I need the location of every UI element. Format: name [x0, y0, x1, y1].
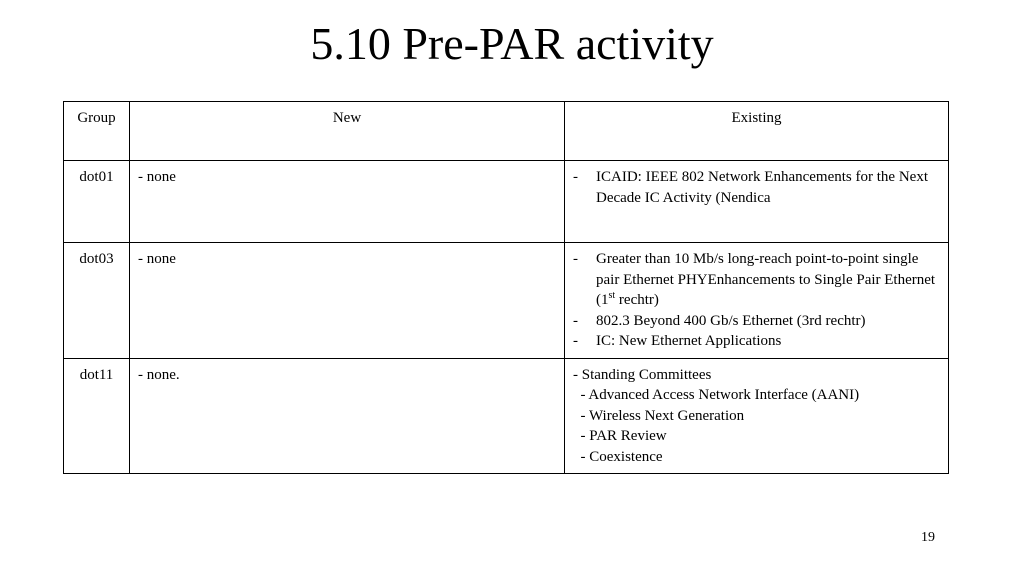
- table-header-row: [64, 102, 949, 161]
- list-item: - PAR Review: [573, 428, 667, 444]
- dash-marker: -: [573, 251, 578, 267]
- header-new: New: [130, 102, 565, 161]
- list-item: [573, 249, 940, 311]
- list-item-text: [596, 249, 940, 311]
- list-item: [573, 331, 940, 352]
- dash-marker: -: [573, 333, 578, 349]
- existing-cell: [565, 358, 949, 474]
- group-cell: dot01: [64, 161, 130, 243]
- ordinal-suffix: st: [608, 290, 616, 301]
- list-item-text: ICAID: IEEE 802 Network Enhancements for the Next Decade IC Activity (Nendica: [596, 169, 928, 206]
- table-row: [64, 161, 949, 243]
- list-item-text-after: rechtr): [615, 292, 659, 308]
- header-existing: Existing: [565, 102, 949, 161]
- list-item-text: 802.3 Beyond 400 Gb/s Ethernet (3rd rechtr): [596, 312, 866, 329]
- page-number: 19: [921, 530, 935, 545]
- list-item-text: IC: New Ethernet Applications: [596, 333, 782, 349]
- slide-title: 5.10 Pre-PAR activity: [310, 18, 714, 69]
- list-item: - Wireless Next Generation: [573, 407, 745, 424]
- new-cell: - none.: [130, 358, 565, 474]
- list-item-text-before: Greater than 10 Mb/s long-reach point-to-point single pair Ethernet PHYEnhancements to Single Pair Ethernet (1: [596, 251, 936, 308]
- group-cell: dot11: [64, 358, 130, 474]
- new-cell: - none: [130, 161, 565, 243]
- list-item: [573, 167, 940, 208]
- table-row: [64, 243, 949, 359]
- existing-cell: [565, 243, 949, 359]
- list-item: [573, 311, 940, 332]
- dash-marker: -: [573, 312, 578, 329]
- list-item: - Advanced Access Network Interface (AANI): [573, 387, 860, 403]
- list-item: - Standing Committees: [573, 366, 712, 383]
- pre-par-activity-table: [63, 101, 949, 474]
- group-cell: dot03: [64, 243, 130, 359]
- existing-cell: [565, 161, 949, 243]
- header-group: Group: [64, 102, 130, 161]
- dash-marker: -: [573, 169, 578, 185]
- table-row: [64, 358, 949, 474]
- new-cell: - none: [130, 243, 565, 359]
- list-item: - Coexistence: [573, 448, 663, 465]
